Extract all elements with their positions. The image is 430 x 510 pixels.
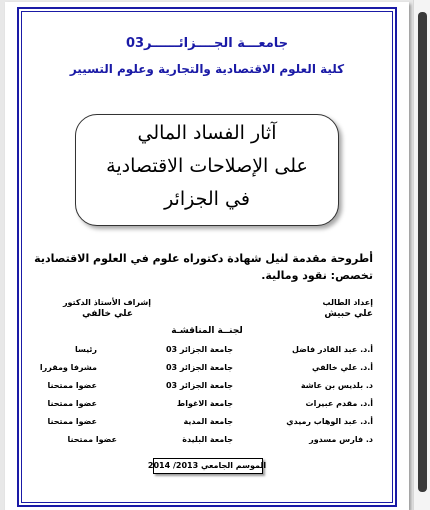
vertical-scrollbar[interactable] — [413, 0, 430, 510]
jury-member-university: جامعة الجزائر 03 — [165, 345, 233, 354]
student-name: علي حبيش — [324, 309, 373, 319]
jury-member-name: أ.د. عبد الوهاب رميدي — [286, 417, 373, 426]
jury-member-university: جامعة الجزائر 03 — [165, 363, 233, 372]
jury-member-name: أ.د. علي خالفي — [312, 363, 373, 372]
jury-member-name: د. فارس مسدور — [309, 435, 373, 444]
jury-member-name: أ.د. عبد القادر فاضل — [292, 345, 373, 354]
jury-member-role: رئيسا — [74, 345, 97, 354]
jury-member-university: جامعة الجزائر 03 — [165, 381, 233, 390]
thesis-description: أطروحة مقدمة لنيل شهادة دكتوراه علوم في العلوم الاقتصادية — [34, 252, 373, 265]
jury-member-role: عضوا ممتحنا — [47, 381, 97, 390]
jury-title: لجنــة المناقشـة — [171, 326, 243, 336]
thesis-specialty: تخصص: نقود ومالية. — [261, 269, 373, 282]
thesis-title-line-1: آثار الفساد المالي — [137, 122, 277, 144]
document-page — [5, 2, 409, 510]
student-label: إعداد الطالب — [322, 298, 373, 307]
jury-member-role: عضوا ممتحنا — [47, 417, 97, 426]
faculty-name: كلية العلوم الاقتصادية والتجارية وعلوم التسيير — [69, 62, 345, 76]
supervisor-label: إشراف الأستاذ الدكتور — [62, 298, 151, 307]
jury-member-university: جامعة المدية — [183, 417, 233, 426]
supervisor-name: علي خالفي — [82, 309, 133, 319]
university-name: جامعـــة الجــــزائــــــر03 — [125, 36, 289, 51]
jury-member-university: جامعة البليدة — [182, 435, 233, 444]
jury-member-university: جامعة الاغواط — [176, 399, 233, 408]
jury-member-name: د. بلديس بن عاشة — [300, 381, 373, 390]
scrollbar-thumb[interactable] — [418, 12, 427, 492]
jury-member-name: أ.د. مقدم عبيرات — [305, 399, 373, 408]
jury-member-role: مشرفا ومقررا — [39, 363, 97, 372]
academic-year: الموسم الجامعي 2013/ 2014 — [147, 461, 267, 470]
thesis-title-line-3: في الجزائر — [164, 188, 250, 210]
jury-member-role: عضوا ممتحنا — [47, 399, 97, 408]
jury-member-role: عضوا ممتحنا — [67, 435, 117, 444]
thesis-title-line-2: على الإصلاحات الاقتصادية — [106, 155, 308, 177]
